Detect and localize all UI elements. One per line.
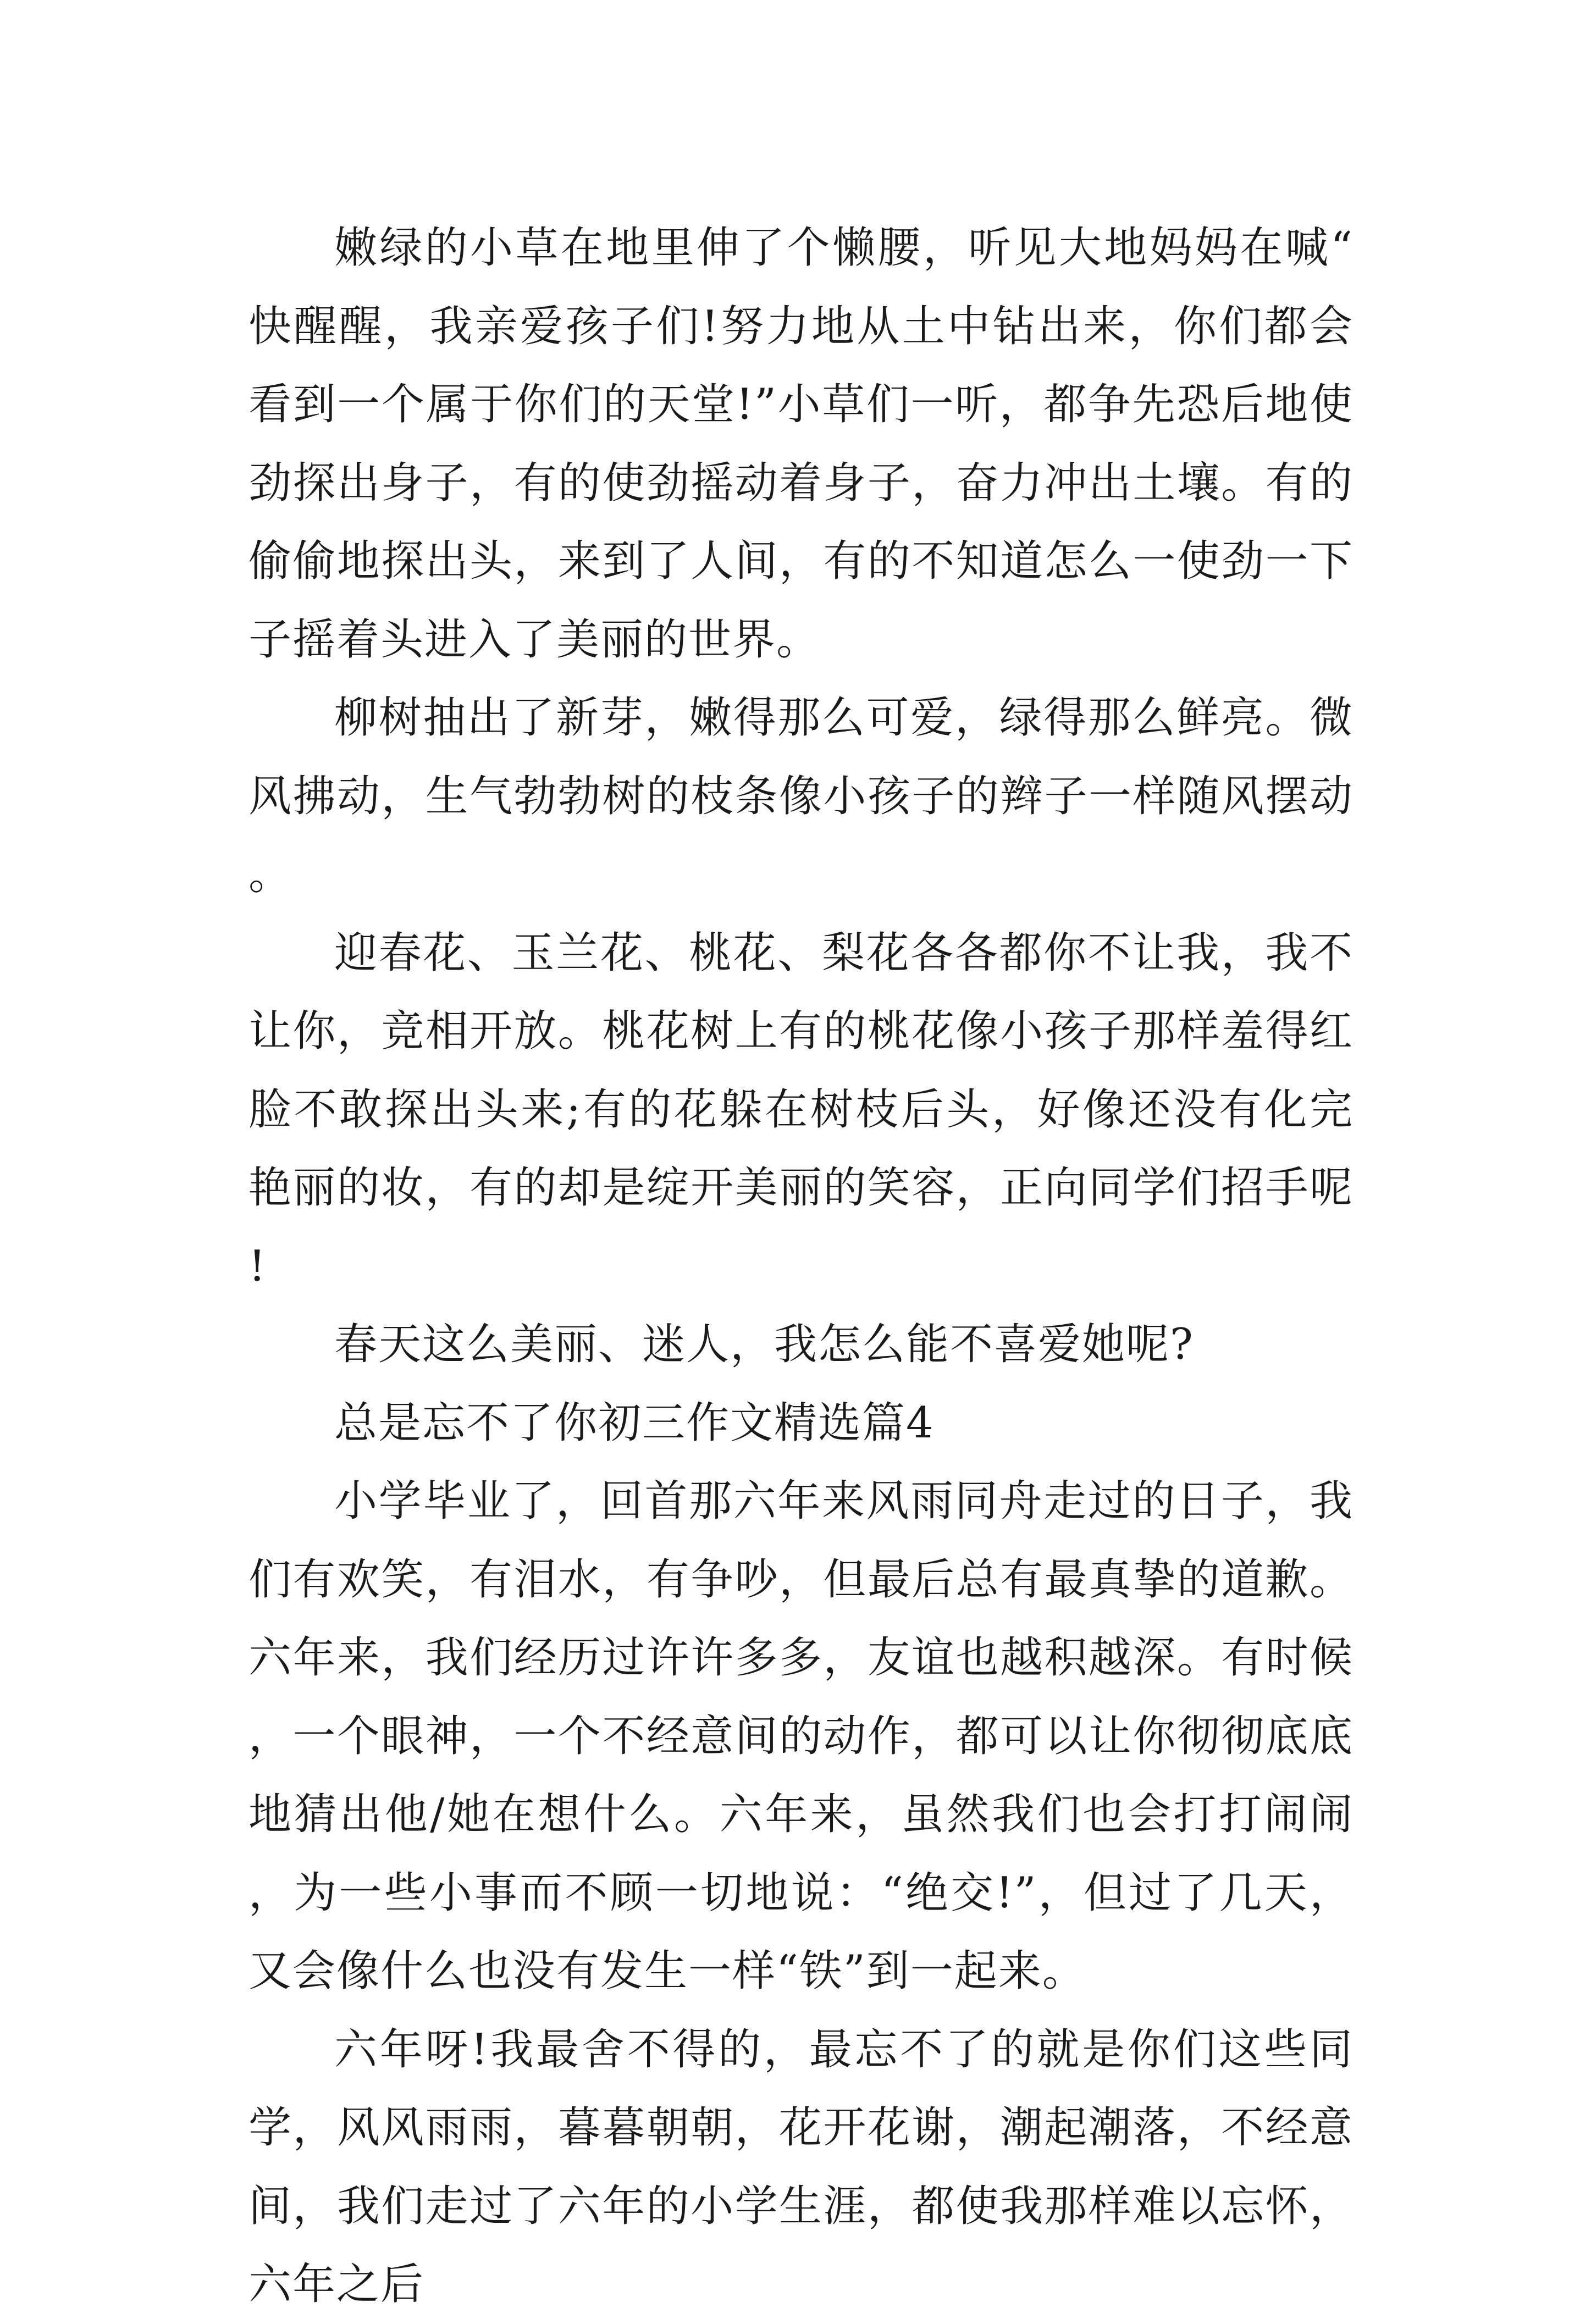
paragraph-willow: 柳树抽出了新芽，嫩得那么可爱，绿得那么鲜亮。微风拂动，生气勃勃树的枝条像小孩子的辫子一样随风摆动。	[248, 693, 1354, 899]
paragraph-spring-grass: 嫩绿的小草在地里伸了个懒腰，听见大地妈妈在喊“快醒醒，我亲爱孩子们!努力地从土中钻出来，你们都会看到一个属于你们的天堂!”小草们一听，都争先恐后地使劲探出身子，有的使劲摇动着身子，奋力冲出土壤。有的偷偷地探出头，来到了人间，有的不知道怎么一使劲一下子摇着头进入了美丽的世界。	[248, 223, 1354, 665]
section-heading: 总是忘不了你初三作文精选篇4	[334, 1398, 935, 1448]
article-body	[248, 209, 1354, 2324]
paragraph-spring-love: 春天这么美丽、迷人，我怎么能不喜爱她呢?	[334, 1320, 1194, 1369]
paragraph-graduation: 小学毕业了，回首那六年来风雨同舟走过的日子，我们有欢笑，有泪水，有争吵，但最后总有最真挚的道歉。六年来，我们经历过许许多多，友谊也越积越深。有时候，一个眼神，一个不经意间的动作，都可以让你彻彻底底地猜出他/她在想什么。六年来，虽然我们也会打打闹闹，为一些小事而不顾一切地说：“绝交!”，但过了几天，又会像什么也没有发生一样“铁”到一起来。	[248, 1476, 1354, 1996]
paragraph-six-years: 六年呀!我最舍不得的，最忘不了的就是你们这些同学，风风雨雨，暮暮朝朝，花开花谢，潮起潮落，不经意间，我们走过了六年的小学生涯，都使我那样难以忘怀，六年之后	[248, 2024, 1354, 2309]
paragraph-flowers: 迎春花、玉兰花、桃花、梨花各各都你不让我，我不让你，竞相开放。桃花树上有的桃花像小孩子那样羞得红脸不敢探出头来;有的花躲在树枝后头，好像还没有化完艳丽的妆，有的却是绽开美丽的笑容，正向同学们招手呢!	[248, 928, 1354, 1291]
